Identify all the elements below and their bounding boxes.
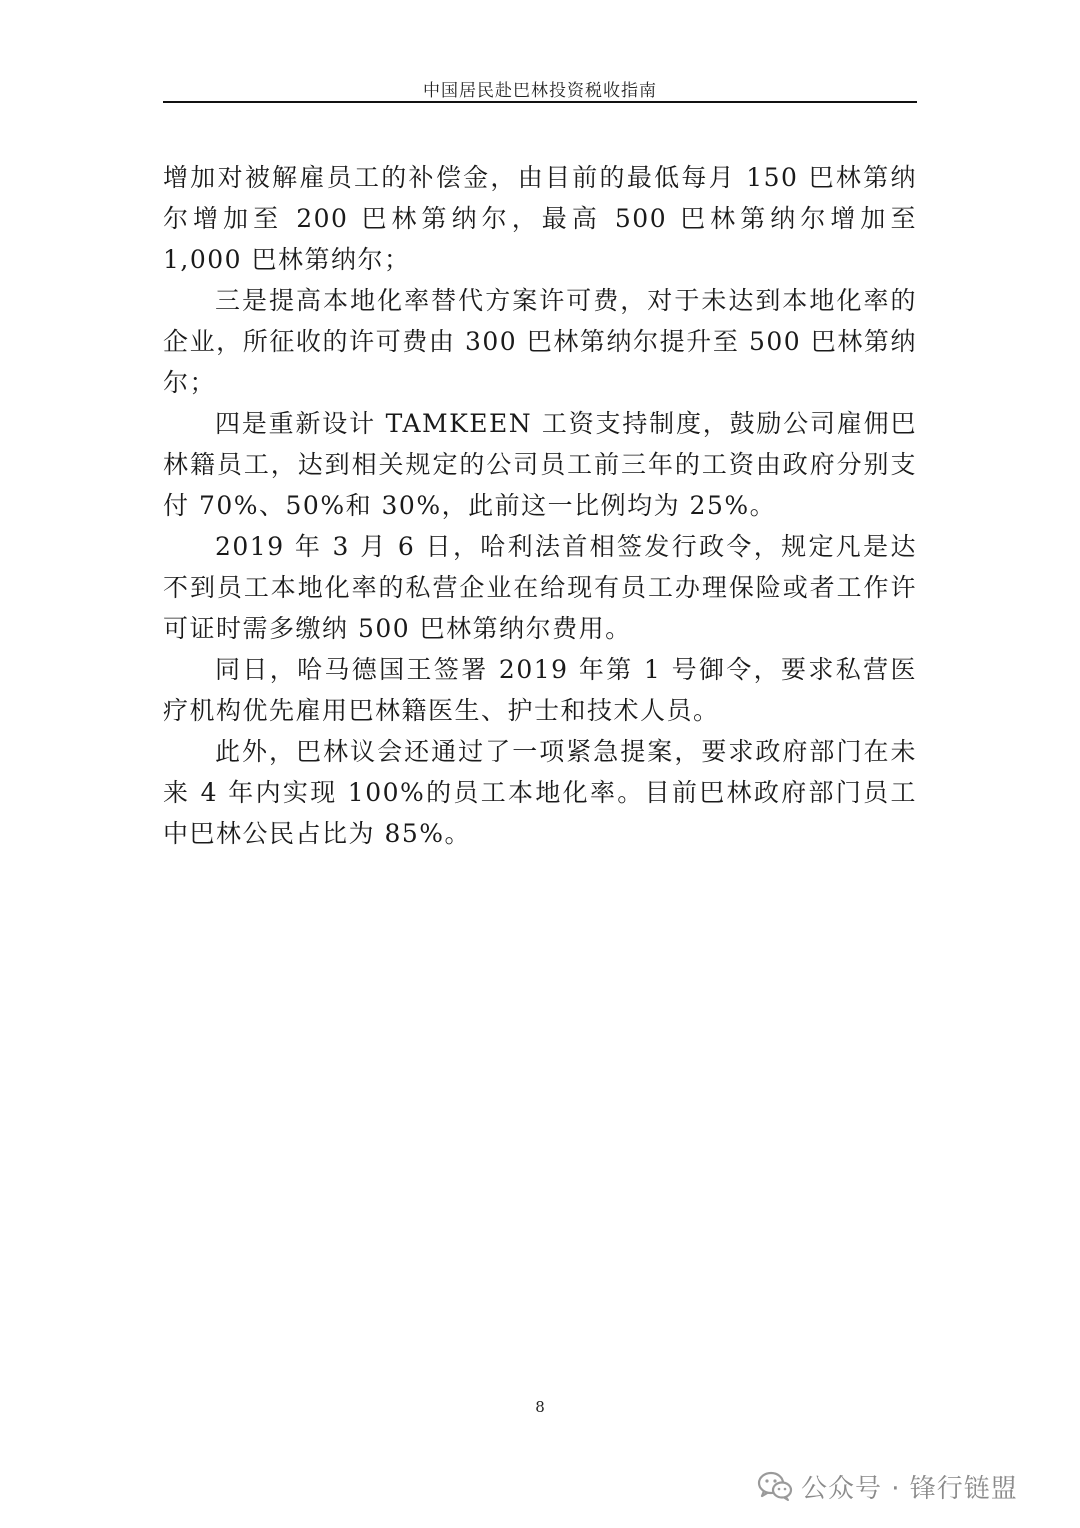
- header-divider: [163, 101, 917, 103]
- paragraph-royal-order: 同日，哈马德国王签署 2019 年第 1 号御令，要求私营医疗机构优先雇用巴林籍医生、护士和技术人员。: [163, 655, 917, 725]
- page-header-title: 中国居民赴巴林投资税收指南: [423, 81, 657, 101]
- page-number: 8: [535, 1398, 545, 1416]
- wechat-icon: [757, 1470, 793, 1502]
- paragraph-continuation: 增加对被解雇员工的补偿金，由目前的最低每月 150 巴林第纳尔增加至 200 巴林第纳尔，最高 500 巴林第纳尔增加至 1,000 巴林第纳尔；: [163, 163, 917, 274]
- paragraph-decree-2019: 2019 年 3 月 6 日，哈利法首相签发行政令，规定凡是达不到员工本地化率的私营企业在给现有员工办理保险或者工作许可证时需多缴纳 500 巴林第纳尔费用。: [163, 532, 917, 643]
- paragraph-parliament-proposal: 此外，巴林议会还通过了一项紧急提案，要求政府部门在未来 4 年内实现 100%的员工本地化率。目前巴林政府部门员工中巴林公民占比为 85%。: [163, 737, 917, 848]
- paragraph-item-three: 三是提高本地化率替代方案许可费，对于未达到本地化率的企业，所征收的许可费由 300 巴林第纳尔提升至 500 巴林第纳尔；: [163, 286, 917, 397]
- paragraph-item-four: 四是重新设计 TAMKEEN 工资支持制度，鼓励公司雇佣巴林籍员工，达到相关规定的公司员工前三年的工资由政府分别支付 70%、50%和 30%，此前这一比例均为 25%。: [163, 409, 917, 520]
- watermark-text: 公众号 · 锋行链盟: [801, 1473, 1018, 1504]
- watermark: [757, 1466, 1018, 1506]
- body-text: [163, 157, 917, 854]
